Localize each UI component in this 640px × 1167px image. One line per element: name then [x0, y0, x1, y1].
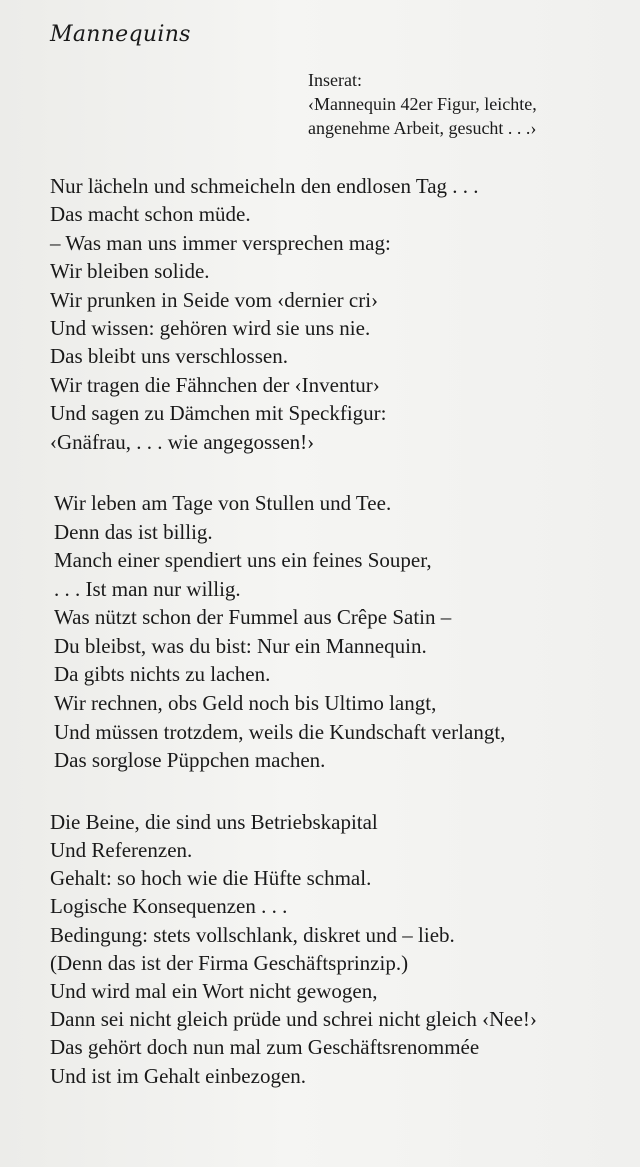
stanza-3 — [50, 808, 620, 1090]
epigraph-line: angenehme Arbeit, gesucht . . .› — [308, 118, 537, 138]
poem-line: Logische Konsequenzen . . . — [50, 894, 288, 919]
poem-line: Wir leben am Tage von Stullen und Tee. — [54, 490, 392, 515]
poem-title: Mannequins — [50, 22, 191, 47]
poem-line: Nur lächeln und schmeicheln den endlosen Tag . . . — [50, 174, 479, 198]
poem-line: Und wird mal ein Wort nicht gewogen, — [50, 978, 378, 1003]
poem-line: Das macht schon müde. — [50, 202, 251, 227]
poem-line: Da gibts nichts zu lachen. — [54, 662, 271, 687]
poem-line: Wir bleiben solide. — [50, 259, 210, 284]
poem-line: Denn das ist billig. — [54, 519, 213, 544]
poem-line: Dann sei nicht gleich prüde und schrei nicht gleich ‹Nee!› — [50, 1007, 537, 1032]
poem-line: Du bleibst, was du bist: Nur ein Mannequin. — [54, 633, 427, 658]
poem-line: Und sagen zu Dämchen mit Speckfigur: — [50, 401, 387, 426]
poem-line: Manch einer spendiert uns ein feines Souper, — [54, 548, 432, 573]
poem-line: Bedingung: stets vollschlank, diskret und – lieb. — [50, 922, 455, 947]
poem-line: . . . Ist man nur willig. — [54, 576, 241, 601]
epigraph-line: ‹Mannequin 42er Figur, leichte, — [308, 94, 537, 114]
poem-line: Gehalt: so hoch wie die Hüfte schmal. — [50, 866, 372, 891]
poem-line: Wir prunken in Seide vom ‹dernier cri› — [50, 287, 379, 312]
poem-line: – Was man uns immer versprechen mag: — [50, 230, 391, 255]
poem-line: Das bleibt uns verschlossen. — [50, 344, 288, 369]
poem-line: Was nützt schon der Fummel aus Crêpe Satin – — [54, 605, 452, 630]
epigraph — [308, 68, 608, 140]
poem-line: Und ist im Gehalt einbezogen. — [50, 1063, 307, 1088]
poem-line: Und Referenzen. — [50, 838, 193, 863]
stanza-2 — [50, 489, 620, 775]
poem-line: Wir rechnen, obs Geld noch bis Ultimo langt, — [54, 691, 437, 716]
poem-line: Das gehört doch nun mal zum Geschäftsrenommée — [50, 1035, 480, 1060]
poem-line: Wir tragen die Fähnchen der ‹Inventur› — [50, 372, 380, 397]
poem-body — [50, 172, 620, 1090]
poem-line: ‹Gnäfrau, . . . wie angegossen!› — [50, 429, 315, 454]
stanza-1 — [50, 172, 620, 456]
poem-line: Und müssen trotzdem, weils die Kundschaft verlangt, — [54, 719, 506, 744]
poem-line: Und wissen: gehören wird sie uns nie. — [50, 315, 371, 340]
epigraph-line: Inserat: — [308, 70, 362, 90]
poem-line: (Denn das ist der Firma Geschäftsprinzip.) — [50, 950, 409, 975]
poem-line: Das sorglose Püppchen machen. — [54, 748, 326, 773]
poem-line: Die Beine, die sind uns Betriebskapital — [50, 809, 378, 834]
